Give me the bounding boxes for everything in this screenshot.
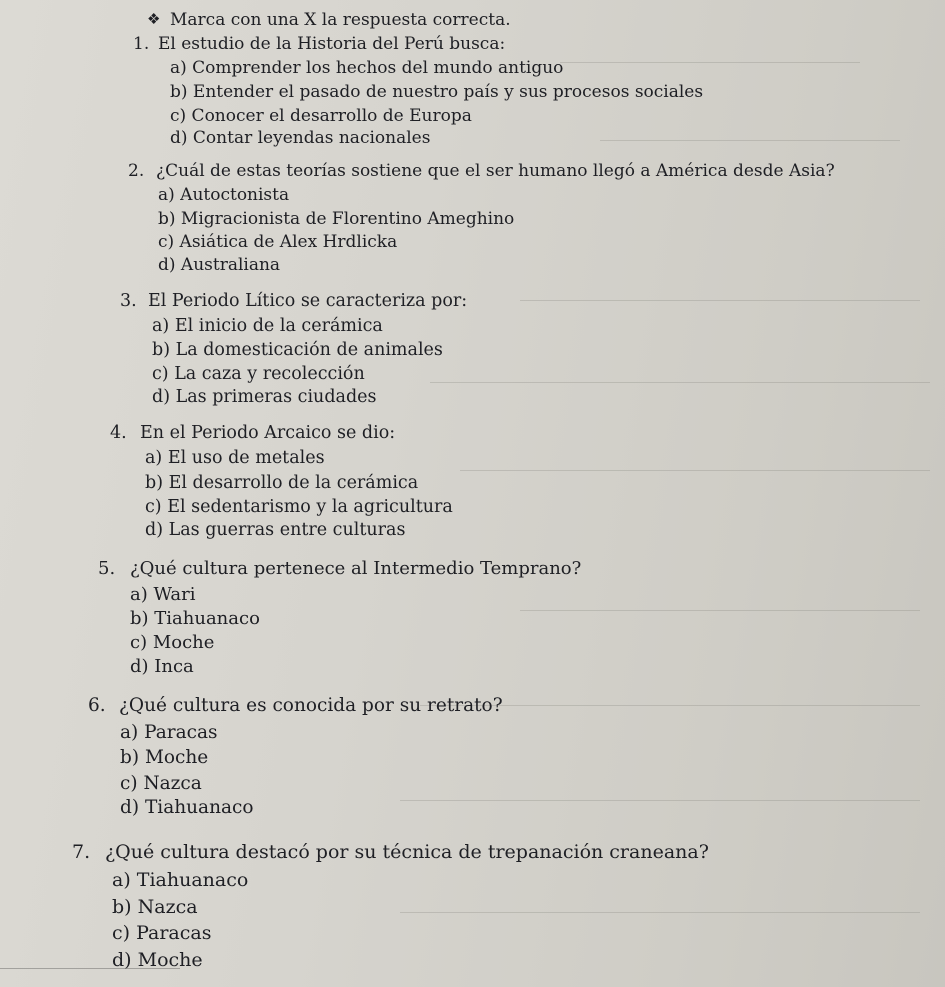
answer-option[interactable]: a) Tiahuanaco xyxy=(112,869,249,891)
answer-option[interactable]: d) Contar leyendas nacionales xyxy=(170,128,431,148)
answer-option[interactable]: c) La caza y recolección xyxy=(152,364,365,384)
bleed-through-line xyxy=(400,912,920,913)
answer-option[interactable]: a) Comprender los hechos del mundo antiguo xyxy=(170,58,564,78)
question-number: 1. xyxy=(133,34,150,54)
answer-option[interactable]: a) El uso de metales xyxy=(145,448,325,468)
question-number: 6. xyxy=(88,695,106,716)
answer-option[interactable]: c) Paracas xyxy=(112,922,212,944)
question-number: 7. xyxy=(72,841,91,863)
answer-option[interactable]: b) Nazca xyxy=(112,896,198,918)
answer-option[interactable]: b) El desarrollo de la cerámica xyxy=(145,473,419,493)
answer-option[interactable]: d) Australiana xyxy=(158,255,281,275)
question-text: ¿Qué cultura destacó por su técnica de trepanación craneana? xyxy=(105,841,709,863)
question-text: El Periodo Lítico se caracteriza por: xyxy=(148,291,468,311)
question-number: 3. xyxy=(120,291,137,311)
answer-option[interactable]: c) Nazca xyxy=(120,773,202,794)
answer-option[interactable]: c) Conocer el desarrollo de Europa xyxy=(170,106,472,126)
answer-option[interactable]: d) Inca xyxy=(130,656,194,677)
bleed-through-line xyxy=(600,140,900,141)
question-text: En el Periodo Arcaico se dio: xyxy=(140,423,396,443)
question-text: ¿Cuál de estas teorías sostiene que el ser humano llegó a América desde Asia? xyxy=(156,161,835,181)
answer-option[interactable]: c) Asiática de Alex Hrdlicka xyxy=(158,232,398,252)
answer-option[interactable]: a) Paracas xyxy=(120,722,218,743)
answer-option[interactable]: d) Tiahuanaco xyxy=(120,797,254,818)
answer-option[interactable]: b) Entender el pasado de nuestro país y sus procesos sociales xyxy=(170,82,704,102)
answer-option[interactable]: d) Moche xyxy=(112,949,203,971)
bleed-through-line xyxy=(520,300,920,301)
answer-option[interactable]: b) Migracionista de Florentino Ameghino xyxy=(158,209,515,229)
question-text: ¿Qué cultura es conocida por su retrato? xyxy=(119,695,503,716)
answer-option[interactable]: b) Moche xyxy=(120,747,209,768)
answer-option[interactable]: c) El sedentarismo y la agricultura xyxy=(145,497,453,517)
bleed-through-line xyxy=(460,470,930,471)
question-number: 2. xyxy=(128,161,145,181)
question-number: 4. xyxy=(110,423,127,443)
answer-option[interactable]: b) La domesticación de animales xyxy=(152,340,443,360)
bleed-through-line xyxy=(520,610,920,611)
bleed-through-line xyxy=(560,62,860,63)
answer-option[interactable]: d) Las guerras entre culturas xyxy=(145,520,406,540)
question-number: 5. xyxy=(98,558,116,579)
answer-option[interactable]: a) Wari xyxy=(130,584,196,605)
answer-option[interactable]: c) Moche xyxy=(130,632,215,653)
question-text: ¿Qué cultura pertenece al Intermedio Temprano? xyxy=(130,558,582,579)
answer-option[interactable]: a) Autoctonista xyxy=(158,185,290,205)
diamond-bullet-icon: ❖ xyxy=(147,10,161,28)
answer-option[interactable]: d) Las primeras ciudades xyxy=(152,387,377,407)
bleed-through-line xyxy=(400,800,920,801)
instruction-text: Marca con una X la respuesta correcta. xyxy=(170,10,511,30)
answer-option[interactable]: b) Tiahuanaco xyxy=(130,608,260,629)
question-text: El estudio de la Historia del Perú busca: xyxy=(158,34,506,54)
answer-option[interactable]: a) El inicio de la cerámica xyxy=(152,316,383,336)
bleed-through-line xyxy=(430,382,930,383)
